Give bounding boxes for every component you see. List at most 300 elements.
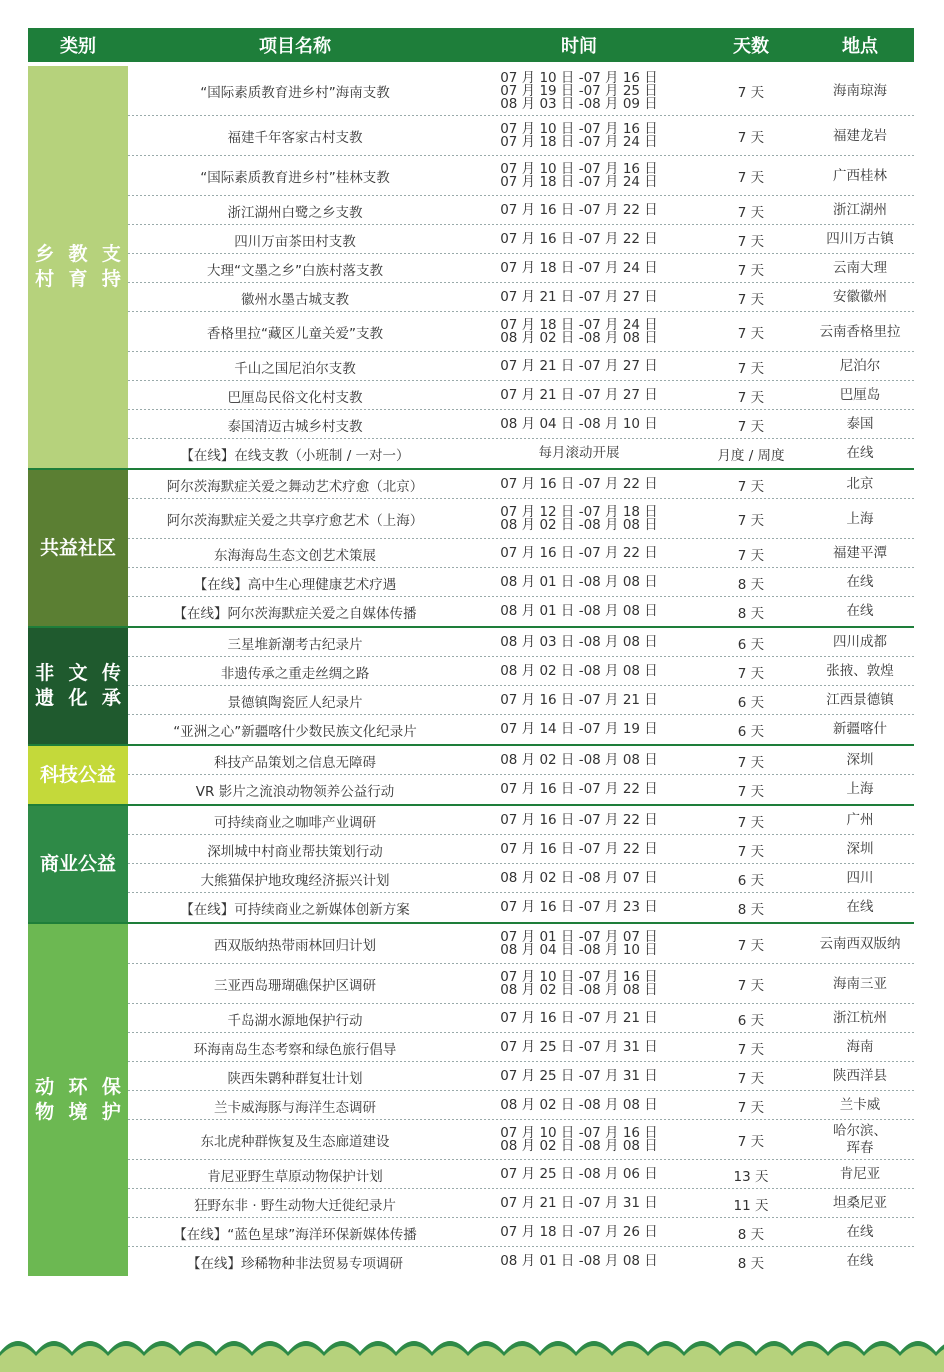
date-range: 07 月 18 日 -07 月 24 日 (500, 260, 658, 276)
project-rows (128, 746, 914, 804)
date-range: 07 月 16 日 -07 月 21 日 (500, 1010, 658, 1026)
project-place (806, 83, 914, 100)
project-dates (462, 163, 696, 189)
table-row (128, 775, 914, 804)
project-days: 7 天 (737, 1041, 765, 1058)
project-name: 【在线】在线支教（小班制 / 一对一） (180, 447, 410, 464)
table-header (28, 28, 914, 62)
project-days: 8 天 (737, 1226, 765, 1243)
project-dates (462, 576, 696, 589)
project-days: 7 天 (737, 389, 765, 406)
project-dates (462, 694, 696, 707)
place-line: 云南西双版纳 (819, 935, 901, 952)
project-name: 环海南岛生态考察和绿色旅行倡导 (193, 1041, 397, 1058)
place-line: 在线 (846, 899, 874, 915)
table-row (128, 283, 914, 312)
project-days: 7 天 (737, 754, 765, 771)
category-label (28, 628, 128, 744)
project-place (806, 1253, 914, 1270)
project-place (806, 899, 914, 916)
date-range: 07 月 18 日 -07 月 24 日 (500, 317, 658, 333)
project-days: 7 天 (737, 513, 765, 529)
project-name: 阿尔茨海默症关爱之舞动艺术疗愈（北京） (166, 478, 424, 495)
table-row (128, 225, 914, 254)
project-place (806, 812, 914, 829)
project-dates (462, 506, 696, 532)
project-place (806, 324, 914, 341)
date-range: 07 月 16 日 -07 月 22 日 (500, 781, 658, 797)
date-range: 07 月 21 日 -07 月 27 日 (500, 387, 658, 403)
place-line: 泰国 (846, 416, 874, 432)
project-dates (462, 478, 696, 491)
date-range: 08 月 02 日 -08 月 08 日 (500, 330, 658, 346)
project-place (806, 634, 914, 651)
project-place (806, 416, 914, 433)
date-range: 07 月 21 日 -07 月 27 日 (500, 358, 658, 374)
header-name: 项目名称 (259, 36, 331, 57)
table-row (128, 1091, 914, 1120)
project-dates (462, 69, 696, 112)
project-dates (462, 418, 696, 431)
date-range: 07 月 16 日 -07 月 23 日 (500, 899, 658, 915)
table-row (128, 1218, 914, 1247)
date-range: 07 月 16 日 -07 月 22 日 (500, 841, 658, 857)
category-line: 公益 (78, 763, 117, 786)
category-line: 共益 (39, 536, 78, 559)
project-days: 7 天 (737, 1070, 765, 1087)
date-range: 07 月 10 日 -07 月 16 日 (500, 121, 658, 137)
project-days: 11 天 (733, 1197, 769, 1214)
table-body (28, 66, 914, 1276)
project-days: 7 天 (737, 204, 765, 221)
project-name: 阿尔茨海默症关爱之共享疗愈艺术（上海） (166, 513, 424, 529)
category-line: 传承 (101, 662, 121, 709)
place-line: 北京 (846, 476, 874, 492)
project-place (806, 574, 914, 591)
project-place (806, 1097, 914, 1114)
date-range: 08 月 02 日 -08 月 07 日 (500, 870, 658, 886)
category-line: 保护 (101, 1076, 121, 1123)
project-days: 7 天 (737, 843, 765, 860)
place-line: 云南大理 (833, 260, 887, 276)
category-line: 文化 (68, 662, 88, 709)
project-place (806, 936, 914, 953)
project-dates (462, 814, 696, 827)
project-place (806, 260, 914, 277)
project-name: 狂野东非 · 野生动物大迁徙纪录片 (194, 1197, 396, 1214)
date-range: 07 月 14 日 -07 月 19 日 (500, 721, 658, 737)
place-line: 广州 (846, 812, 874, 828)
project-days: 7 天 (737, 262, 765, 279)
place-line: 深圳 (846, 752, 874, 768)
project-days: 7 天 (737, 233, 765, 250)
table-row (128, 254, 914, 283)
category-label (28, 746, 128, 804)
project-days: 7 天 (737, 938, 765, 954)
project-days: 7 天 (737, 291, 765, 308)
project-dates (462, 1255, 696, 1268)
date-range: 每月滚动开展 (538, 445, 620, 461)
project-days: 6 天 (737, 1012, 765, 1029)
place-line: 安徽徽州 (833, 289, 887, 305)
project-place (806, 1010, 914, 1027)
project-name: 深圳城中村商业帮扶策划行动 (207, 843, 383, 860)
schedule-table (28, 28, 914, 1276)
project-place (806, 128, 914, 145)
project-name: 福建千年客家古村支教 (227, 130, 363, 146)
date-range: 07 月 25 日 -07 月 31 日 (500, 1039, 658, 1055)
project-name: 【在线】阿尔茨海默症关爱之自媒体传播 (173, 605, 417, 622)
project-dates (462, 389, 696, 402)
project-name: 肯尼亚野生草原动物保护计划 (207, 1168, 383, 1185)
project-dates (462, 1127, 696, 1153)
place-line: 浙江杭州 (833, 1010, 887, 1026)
project-name: 徽州水墨古城支教 (241, 291, 349, 308)
project-days: 7 天 (737, 665, 765, 682)
date-range: 07 月 25 日 -08 月 06 日 (500, 1166, 658, 1182)
project-days: 8 天 (737, 1255, 765, 1272)
project-place (806, 231, 914, 248)
project-name: “国际素质教育进乡村”桂林支教 (200, 170, 390, 186)
place-line: 在线 (846, 603, 874, 619)
place-line: 兰卡威 (839, 1097, 881, 1113)
place-line: 巴厘岛 (839, 387, 881, 403)
date-range: 07 月 18 日 -07 月 24 日 (500, 134, 658, 150)
date-range: 08 月 01 日 -08 月 08 日 (500, 1253, 658, 1269)
project-place (806, 289, 914, 306)
project-place (806, 1224, 914, 1241)
project-name: 三亚西岛珊瑚礁保护区调研 (214, 978, 376, 994)
date-range: 07 月 16 日 -07 月 22 日 (500, 231, 658, 247)
project-name: 【在线】珍稀物种非法贸易专项调研 (187, 1255, 403, 1272)
category-label (28, 806, 128, 922)
date-range: 08 月 03 日 -08 月 09 日 (500, 95, 658, 112)
header-time: 时间 (561, 36, 597, 57)
table-row (128, 597, 914, 626)
category-line: 教育 (68, 243, 88, 290)
project-name: 【在线】高中生心理健康艺术疗遇 (193, 576, 397, 593)
project-days: 6 天 (737, 694, 765, 711)
project-name: “亚洲之心”新疆喀什少数民族文化纪录片 (173, 723, 417, 740)
date-range: 08 月 04 日 -08 月 10 日 (500, 942, 658, 958)
category-label (28, 66, 128, 468)
place-line: 在线 (846, 1253, 874, 1269)
header-place: 地点 (842, 36, 878, 57)
table-row (128, 156, 914, 196)
header-days: 天数 (733, 36, 769, 57)
project-days: 6 天 (737, 636, 765, 653)
place-line: 上海 (846, 781, 874, 797)
place-line: 深圳 (846, 841, 874, 857)
date-range: 08 月 02 日 -08 月 08 日 (500, 1097, 658, 1113)
category-line: 非遗 (35, 662, 55, 709)
table-row (128, 312, 914, 352)
project-name: 泰国清迈古城乡村支教 (227, 418, 363, 435)
project-name: 【在线】“蓝色星球”海洋环保新媒体传播 (173, 1226, 417, 1243)
table-row (128, 657, 914, 686)
project-place (806, 752, 914, 769)
project-name: 千山之国尼泊尔支教 (234, 360, 356, 377)
date-range: 07 月 18 日 -07 月 26 日 (500, 1224, 658, 1240)
project-dates (462, 1041, 696, 1054)
category-group (28, 628, 914, 744)
project-dates (462, 605, 696, 618)
header-category: 类别 (60, 36, 96, 57)
project-dates (462, 1168, 696, 1181)
project-name: 巴厘岛民俗文化村支教 (227, 389, 363, 406)
project-name: 非遗传承之重走丝绸之路 (220, 665, 370, 682)
project-dates (462, 901, 696, 914)
project-rows (128, 806, 914, 922)
date-range: 07 月 16 日 -07 月 22 日 (500, 545, 658, 561)
project-dates (462, 447, 696, 460)
project-days: 7 天 (737, 360, 765, 377)
table-row (128, 924, 914, 964)
date-range: 07 月 10 日 -07 月 16 日 (500, 69, 658, 86)
project-name: 陕西朱鹮种群复壮计划 (227, 1070, 363, 1087)
project-place (806, 976, 914, 993)
category-group (28, 806, 914, 922)
table-row (128, 686, 914, 715)
project-dates (462, 123, 696, 149)
place-line: 福建平潭 (833, 545, 887, 561)
project-dates (462, 843, 696, 856)
project-days: 8 天 (737, 605, 765, 622)
project-dates (462, 754, 696, 767)
project-place (806, 1068, 914, 1085)
project-days: 7 天 (737, 783, 765, 800)
project-dates (462, 1070, 696, 1083)
place-line: 陕西洋县 (833, 1068, 887, 1084)
table-row (128, 715, 914, 744)
category-group (28, 470, 914, 626)
project-name: 香格里拉“藏区儿童关爱”支教 (207, 326, 383, 342)
category-line: 环境 (68, 1076, 88, 1123)
place-line: 尼泊尔 (839, 358, 881, 374)
place-line: 四川万古镇 (826, 231, 894, 247)
project-days: 月度 / 周度 (717, 447, 785, 464)
place-line: 海南三亚 (833, 975, 887, 992)
table-row (128, 499, 914, 539)
project-place (806, 445, 914, 462)
category-line: 动物 (35, 1076, 55, 1123)
project-place (806, 692, 914, 709)
date-range: 07 月 10 日 -07 月 16 日 (500, 969, 658, 985)
project-place (806, 1039, 914, 1056)
place-line: 在线 (846, 574, 874, 590)
place-line: 云南香格里拉 (819, 323, 901, 340)
project-dates (462, 1197, 696, 1210)
table-row (128, 864, 914, 893)
table-row (128, 1033, 914, 1062)
table-row (128, 116, 914, 156)
project-days: 7 天 (737, 478, 765, 495)
project-days: 7 天 (737, 814, 765, 831)
project-days: 13 天 (733, 1168, 769, 1185)
project-dates (462, 262, 696, 275)
project-name: 景德镇陶瓷匠人纪录片 (227, 694, 363, 711)
project-place (806, 1195, 914, 1212)
project-dates (462, 1226, 696, 1239)
date-range: 08 月 02 日 -08 月 08 日 (500, 752, 658, 768)
project-days: 7 天 (737, 547, 765, 564)
date-range: 08 月 04 日 -08 月 10 日 (500, 416, 658, 432)
project-rows (128, 66, 914, 468)
project-days: 8 天 (737, 901, 765, 918)
table-row (128, 746, 914, 775)
table-row (128, 439, 914, 468)
table-row (128, 1062, 914, 1091)
scallop-border (0, 1330, 944, 1372)
table-row (128, 964, 914, 1004)
project-days: 7 天 (737, 418, 765, 435)
date-range: 07 月 12 日 -07 月 18 日 (500, 504, 658, 520)
date-range: 08 月 02 日 -08 月 08 日 (500, 1138, 658, 1154)
category-line: 商业 (39, 852, 78, 875)
project-place (806, 387, 914, 404)
project-place (806, 603, 914, 620)
date-range: 07 月 25 日 -07 月 31 日 (500, 1068, 658, 1084)
project-days: 6 天 (737, 872, 765, 889)
project-place (806, 663, 914, 680)
place-line: 江西景德镇 (826, 692, 894, 708)
project-name: “国际素质教育进乡村”海南支教 (200, 85, 390, 101)
project-dates (462, 360, 696, 373)
project-dates (462, 665, 696, 678)
project-days: 7 天 (737, 85, 765, 101)
project-dates (462, 319, 696, 345)
project-name: 【在线】可持续商业之新媒体创新方案 (180, 901, 410, 918)
project-dates (462, 1012, 696, 1025)
date-range: 08 月 02 日 -08 月 08 日 (500, 517, 658, 533)
date-range: 08 月 02 日 -08 月 08 日 (500, 982, 658, 998)
table-row (128, 381, 914, 410)
table-row (128, 628, 914, 657)
project-place (806, 1123, 914, 1157)
project-days: 7 天 (737, 130, 765, 146)
date-range: 07 月 10 日 -07 月 16 日 (500, 161, 658, 177)
place-line: 哈尔滨、 (833, 1123, 887, 1139)
place-line: 肯尼亚 (839, 1166, 881, 1182)
project-days: 7 天 (737, 170, 765, 186)
category-group (28, 746, 914, 804)
project-dates (462, 291, 696, 304)
place-line: 上海 (846, 510, 874, 527)
place-line: 珲春 (846, 1140, 874, 1156)
project-place (806, 358, 914, 375)
table-row (128, 1120, 914, 1160)
project-name: 可持续商业之咖啡产业调研 (214, 814, 376, 831)
place-line: 在线 (846, 445, 874, 461)
date-range: 08 月 01 日 -08 月 08 日 (500, 574, 658, 590)
project-dates (462, 723, 696, 736)
project-dates (462, 1099, 696, 1112)
project-place (806, 721, 914, 738)
table-row (128, 352, 914, 381)
place-line: 福建龙岩 (833, 127, 887, 144)
place-line: 坦桑尼亚 (833, 1195, 887, 1211)
project-days: 6 天 (737, 723, 765, 740)
table-row (128, 539, 914, 568)
project-rows (128, 924, 914, 1276)
table-row (128, 410, 914, 439)
project-place (806, 841, 914, 858)
project-days: 7 天 (737, 326, 765, 342)
category-line: 社区 (78, 536, 117, 559)
table-row (128, 893, 914, 922)
project-name: 东海海岛生态文创艺术策展 (214, 547, 376, 564)
project-dates (462, 783, 696, 796)
project-days: 7 天 (737, 1134, 765, 1150)
project-dates (462, 204, 696, 217)
table-row (128, 1160, 914, 1189)
place-line: 广西桂林 (833, 167, 887, 184)
project-dates (462, 636, 696, 649)
place-line: 新疆喀什 (833, 721, 887, 737)
project-rows (128, 470, 914, 626)
date-range: 07 月 16 日 -07 月 22 日 (500, 202, 658, 218)
place-line: 浙江湖州 (833, 202, 887, 218)
date-range: 07 月 10 日 -07 月 16 日 (500, 1125, 658, 1141)
project-place (806, 202, 914, 219)
project-name: 大熊猫保护地玫瑰经济振兴计划 (200, 872, 390, 889)
project-place (806, 1166, 914, 1183)
date-range: 07 月 16 日 -07 月 21 日 (500, 692, 658, 708)
category-line: 乡村 (35, 243, 55, 290)
table-row (128, 470, 914, 499)
project-dates (462, 931, 696, 957)
table-row (128, 806, 914, 835)
date-range: 08 月 01 日 -08 月 08 日 (500, 603, 658, 619)
project-name: 科技产品策划之信息无障碍 (214, 754, 376, 771)
category-line: 公益 (78, 852, 117, 875)
table-row (128, 568, 914, 597)
project-name: 三星堆新潮考古纪录片 (227, 636, 363, 653)
category-label (28, 924, 128, 1276)
date-range: 07 月 18 日 -07 月 24 日 (500, 174, 658, 190)
project-name: 大理“文墨之乡”白族村落支教 (207, 262, 383, 279)
date-range: 08 月 02 日 -08 月 08 日 (500, 663, 658, 679)
project-place (806, 545, 914, 562)
place-line: 四川成都 (833, 634, 887, 650)
project-place (806, 870, 914, 887)
category-group (28, 66, 914, 468)
place-line: 四川 (846, 870, 874, 886)
project-dates (462, 872, 696, 885)
project-days: 8 天 (737, 576, 765, 593)
category-label (28, 470, 128, 626)
table-row (128, 66, 914, 116)
date-range: 07 月 21 日 -07 月 31 日 (500, 1195, 658, 1211)
date-range: 07 月 21 日 -07 月 27 日 (500, 289, 658, 305)
table-row (128, 1189, 914, 1218)
table-row (128, 196, 914, 225)
table-row (128, 1004, 914, 1033)
project-days: 7 天 (737, 978, 765, 994)
date-range: 07 月 19 日 -07 月 25 日 (500, 82, 658, 99)
place-line: 海南琼海 (833, 82, 887, 99)
project-place (806, 168, 914, 185)
place-line: 在线 (846, 1224, 874, 1240)
place-line: 张掖、敦煌 (826, 663, 894, 679)
table-row (128, 1247, 914, 1276)
project-dates (462, 971, 696, 997)
project-name: 浙江湖州白鹭之乡支教 (227, 204, 363, 221)
project-dates (462, 547, 696, 560)
project-name: 四川万亩茶田村支教 (234, 233, 356, 250)
category-line: 支持 (101, 243, 121, 290)
project-dates (462, 233, 696, 246)
